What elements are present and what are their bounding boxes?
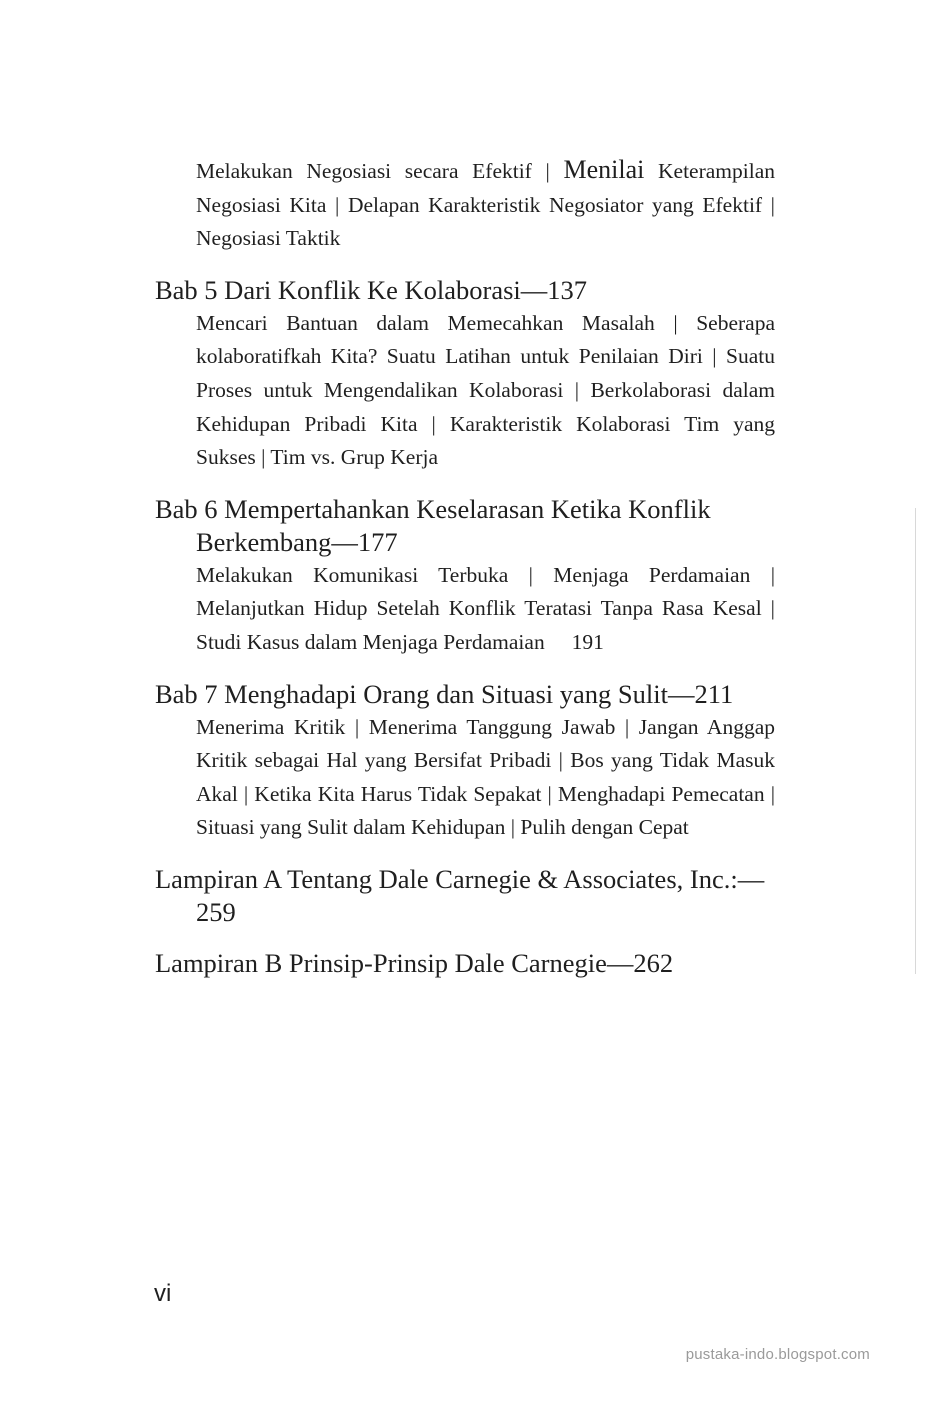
intro-text-part2: Keterampilan Negosiasi Kita | Delapan Karakteristik Negosiator yang Efektif | Negosiasi Taktik bbox=[196, 159, 776, 251]
chapter-entry-6 bbox=[155, 493, 781, 660]
chapter-title: Bab 7 Menghadapi Orang dan Situasi yang Sulit—211 bbox=[155, 678, 734, 709]
chapter-entry-5 bbox=[155, 274, 775, 475]
table-of-contents bbox=[155, 153, 781, 980]
chapter-title: Bab 5 Dari Konflik Ke Kolaborasi—137 bbox=[155, 274, 588, 305]
chapter-4-continued-description bbox=[155, 153, 775, 256]
intro-text-part1: Melakukan Negosiasi secara Efektif | bbox=[196, 159, 550, 183]
page-number: vi bbox=[154, 1280, 172, 1307]
appendix-title: Lampiran B Prinsip-Prinsip Dale Carnegie—262 bbox=[155, 947, 674, 978]
chapter-description: Melakukan Komunikasi Terbuka | Menjaga Perdamaian | Melanjutkan Hidup Setelah Konflik Teratasi Tanpa Rasa Kesal | Studi Kasus dalam Menjaga Perdamaian 191 bbox=[196, 562, 781, 654]
chapter-entry-7 bbox=[155, 678, 775, 845]
chapter-description: Mencari Bantuan dalam Memecahkan Masalah | Seberapa kolaboratifkah Kita? Suatu Latihan untuk Penilaian Diri | Suatu Proses untuk Mengendalikan Kolaborasi | Berkolaborasi dalam Kehidupan Pribadi Kita | Karakteristik Kolaborasi Tim yang Sukses | Tim vs. Grup Kerja bbox=[196, 310, 775, 470]
appendix-entry-b bbox=[155, 947, 775, 980]
watermark-text: pustaka-indo.blogspot.com bbox=[685, 1346, 870, 1363]
appendix-title: Lampiran A Tentang Dale Carnegie & Associates, Inc.:—259 bbox=[155, 863, 765, 927]
appendix-entry-a bbox=[155, 863, 775, 929]
intro-emphasis-word: Menilai bbox=[563, 155, 645, 184]
chapter-title: Bab 6 Mempertahankan Keselarasan Ketika Konflik Berkembang—177 bbox=[155, 493, 711, 557]
page-edge-line bbox=[915, 508, 916, 974]
chapter-description: Menerima Kritik | Menerima Tanggung Jawab | Jangan Anggap Kritik sebagai Hal yang Bersifat Pribadi | Bos yang Tidak Masuk Akal | Ketika Kita Harus Tidak Sepakat | Menghadapi Pemecatan | Situasi yang Sulit dalam Kehidupan | Pulih dengan Cepat bbox=[196, 714, 775, 840]
